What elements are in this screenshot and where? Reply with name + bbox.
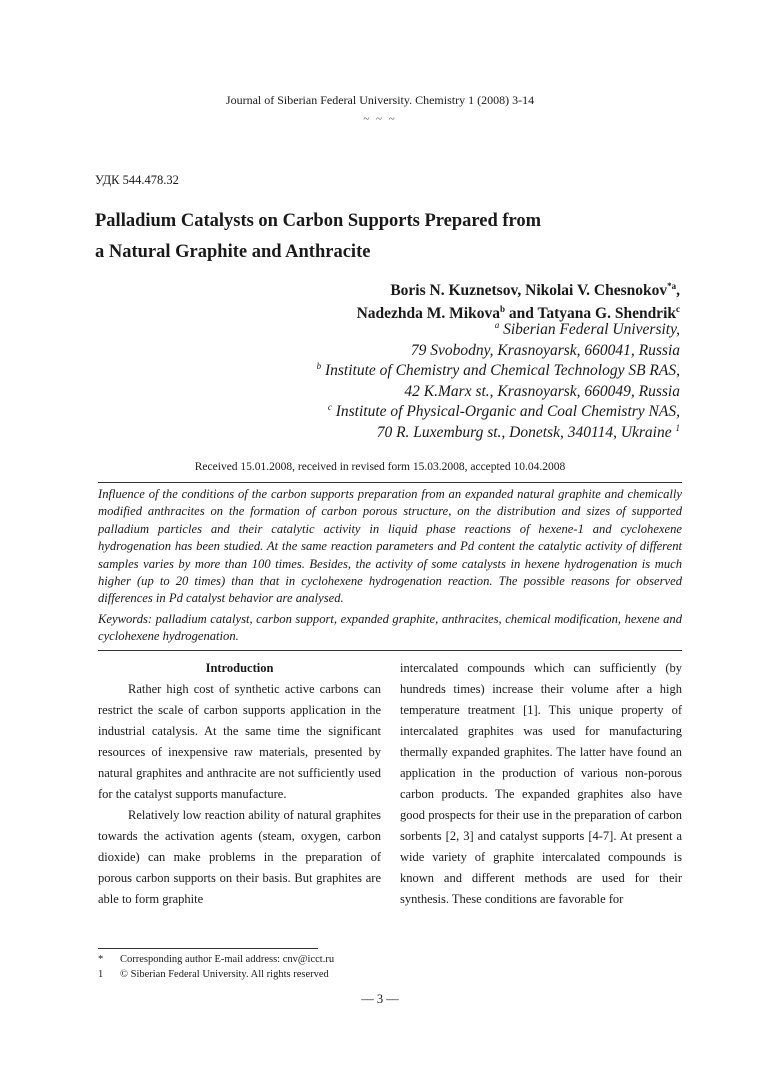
author-4-affil: c <box>676 303 680 314</box>
affiliation-b-address: 42 K.Marx st., Krasnoyarsk, 660049, Russia <box>404 382 680 400</box>
title-line-2: a Natural Graphite and Anthracite <box>95 242 371 262</box>
journal-header: Journal of Siberian Federal University. Chemistry 1 (2008) 3-14 <box>225 93 535 107</box>
footnote-rule <box>98 948 318 949</box>
udk-code: УДК 544.478.32 <box>95 173 179 187</box>
body-column-left <box>98 658 381 910</box>
keywords: Keywords: palladium catalyst, carbon support, expanded graphite, anthracites, chemical modification, hexene and cyclohexene hydrogenation. <box>98 612 682 644</box>
received-dates: Received 15.01.2008, received in revised form 15.03.2008, accepted 10.04.2008 <box>194 461 566 473</box>
abstract: Influence of the conditions of the carbon supports preparation from an expanded natural graphite and chemically modified anthracites on the formation of carbon porous structure, on the distribution and sizes of supported palladium particles and their catalytic activity in liquid phase reactions of hexene-1 and cyclohexene hydrogenation has been studied. At the same reaction parameters and Pd content the catalytic activity of different samples varies by more than 100 times. Besides, the activity of some catalysts in hexene hydrogenation is much higher (up to 20 times) than that in cyclohexene hydrogenation reaction. The possible reasons for observed differences in Pd catalyst behavior are analysed. <box>98 487 682 606</box>
author-4: and Tatyana G. Shendrik <box>504 305 676 322</box>
footnote-mark: 1 <box>98 969 104 980</box>
affiliation-a-mark: a <box>494 319 500 330</box>
abstract-bottom-rule <box>98 650 682 651</box>
affiliations <box>120 320 680 443</box>
affiliation-c-address-text: 70 R. Luxemburg st., Donetsk, 340114, Ukraine <box>376 423 676 441</box>
authors-line-1 <box>160 279 680 302</box>
section-heading-introduction: Introduction <box>205 661 274 675</box>
paragraph: Rather high cost of synthetic active carbons can restrict the scale of carbon supports application in the industrial catalysis. At the same time the significant resources of inexpensive raw materials, presented by natural graphites and anthracite are not sufficiently used for the catalyst supports manufacture. <box>98 682 381 801</box>
affiliation-b-name: Institute of Chemistry and Chemical Technology SB RAS, <box>321 362 680 379</box>
footnote-text: Corresponding author E-mail address: cnv@icct.ru <box>120 954 335 965</box>
affiliation-a-address: 79 Svobodny, Krasnoyarsk, 660041, Russia <box>410 341 680 359</box>
author-list <box>160 279 680 325</box>
page-number: — 3 — <box>361 992 399 1006</box>
affiliation-b-line-1 <box>120 361 680 382</box>
footnote <box>98 952 398 967</box>
author-separator: , <box>676 282 680 299</box>
abstract-top-rule <box>98 482 682 483</box>
footnote <box>98 967 398 982</box>
footnote-text: © Siberian Federal University. All rights reserved <box>120 969 329 980</box>
footnotes <box>98 952 398 982</box>
title-line-1: Palladium Catalysts on Carbon Supports Prepared from <box>95 211 542 231</box>
affiliation-a-name: Siberian Federal University, <box>499 321 680 338</box>
body-column-right <box>400 658 682 910</box>
author-2-affil: *a <box>667 280 677 291</box>
author-3-affil: b <box>499 303 505 314</box>
footnote-mark: * <box>98 954 104 965</box>
affiliation-b-mark: b <box>316 360 322 371</box>
author-3: Nadezhda M. Mikova <box>356 305 500 322</box>
author-1: Boris N. Kuznetsov, <box>390 282 526 299</box>
paper-title <box>95 206 655 268</box>
affiliation-a-line-1 <box>120 320 680 341</box>
affiliation-c-address <box>120 423 680 444</box>
affiliation-c-name: Institute of Physical-Organic and Coal Chemistry NAS, <box>331 403 680 420</box>
paragraph: intercalated compounds which can sufficiently (by hundreds times) increase their volume after a high temperature treatment [1]. This unique property of intercalated graphites was used for manufacturing thermally expanded graphites. The latter have found an application in the production of various non-porous carbon products. The expanded graphites also have good prospects for their use in the preparation of carbon sorbents [2, 3] and catalyst supports [4-7]. At present a wide variety of graphite intercalated compounds is known and different methods are used for their synthesis. These conditions are favorable for <box>400 661 682 906</box>
author-2: Nikolai V. Chesnokov <box>525 282 668 299</box>
affiliation-c-line-1 <box>120 402 680 423</box>
paragraph: Relatively low reaction ability of natural graphites towards the activation agents (steam, oxygen, carbon dioxide) can make problems in the preparation of porous carbon supports on their basis. But graphites are able to form graphite <box>98 808 381 906</box>
header-ornament: ~ ~ ~ <box>363 113 397 125</box>
affiliation-c-mark: c <box>327 401 332 412</box>
copyright-footnote-mark: 1 <box>675 422 680 433</box>
